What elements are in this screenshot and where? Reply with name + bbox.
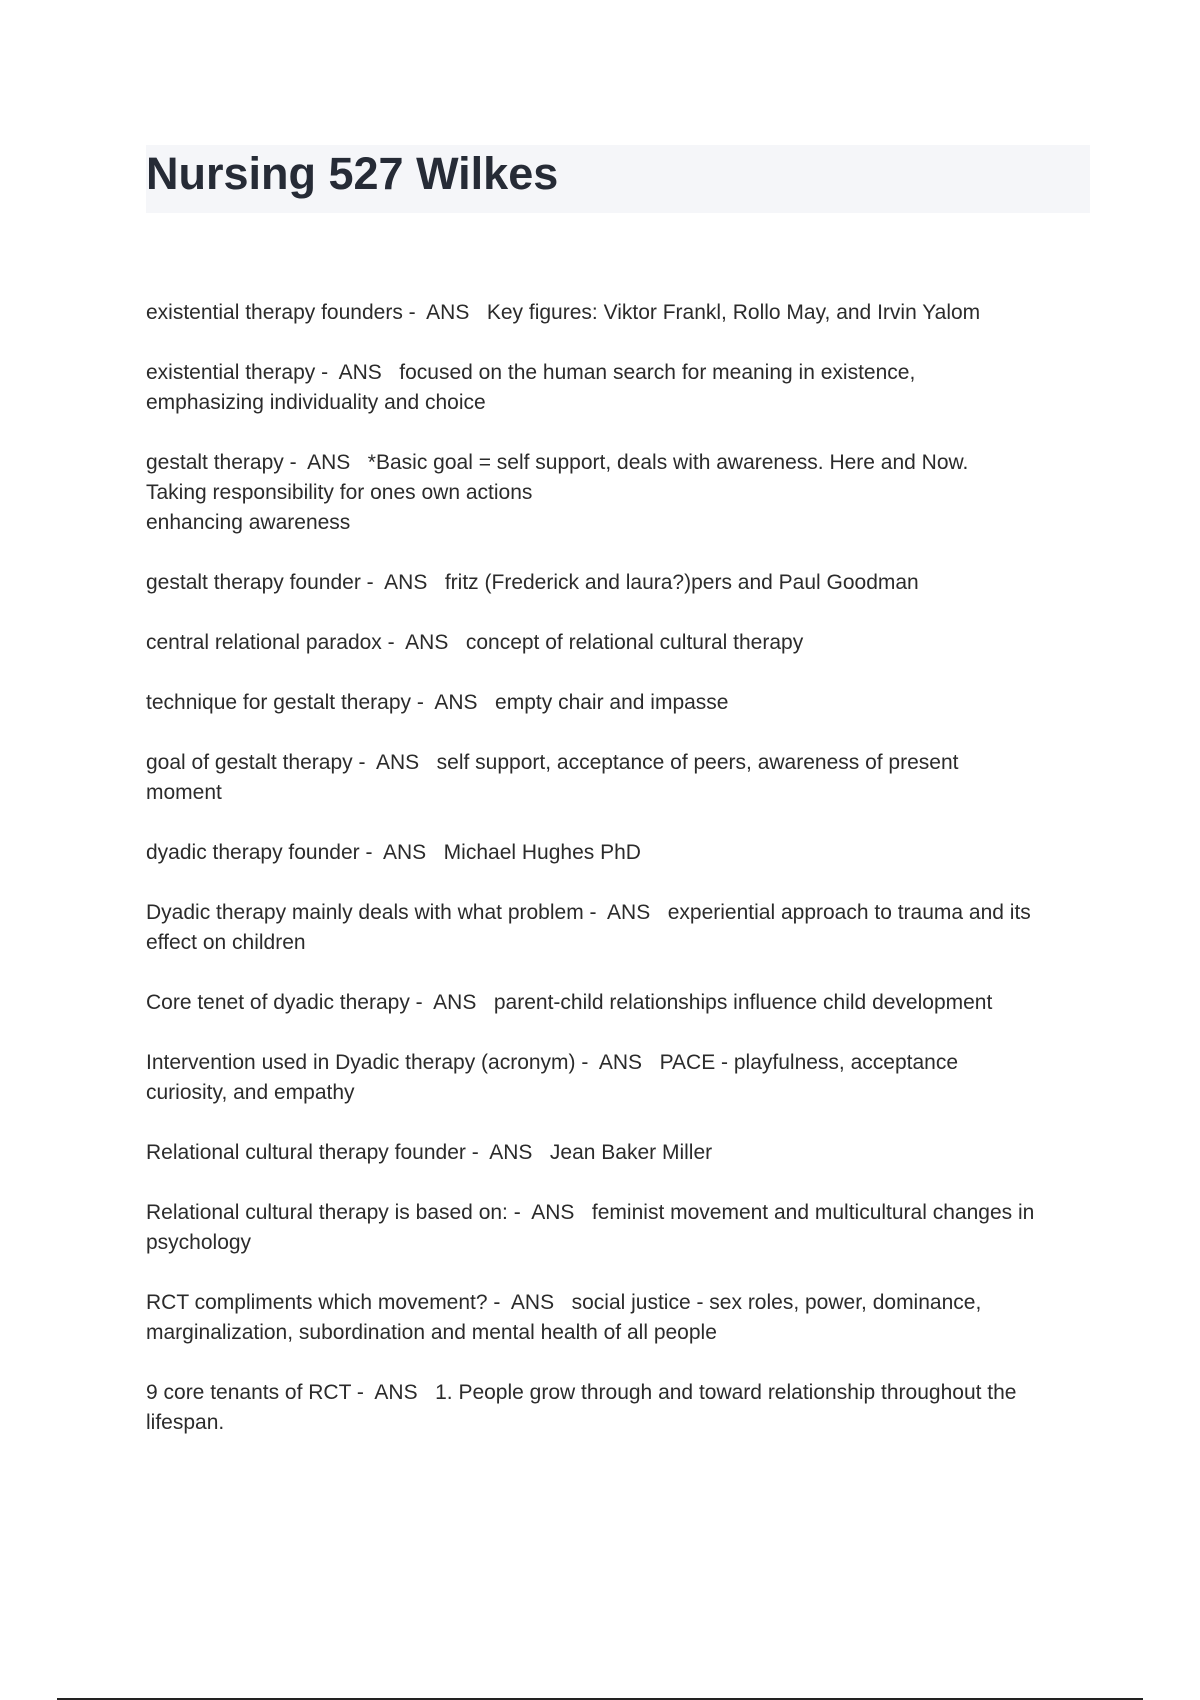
qa-item: [146, 898, 1090, 958]
qa-list: [146, 298, 1090, 1468]
question-text: dyadic therapy founder: [146, 841, 360, 864]
answer-text: Key figures: Viktor Frankl, Rollo May, and Irvin Yalom: [486, 301, 981, 324]
answer-text: focused on the human search for meaning in existence, emphasizing individuality and choice: [146, 361, 916, 414]
answer-separator: - ANS: [352, 751, 437, 774]
page-title: Nursing 527 Wilkes: [146, 148, 559, 199]
answer-text: self support, acceptance of peers, awareness of present moment: [146, 751, 959, 804]
answer-separator: - ANS: [359, 841, 444, 864]
answer-separator: - ANS: [465, 1141, 550, 1164]
answer-text: feminist movement and multicultural changes in psychology: [146, 1201, 1035, 1254]
qa-item: [146, 838, 1090, 868]
answer-text: fritz (Frederick and laura?)pers and Paul Goodman: [444, 571, 919, 594]
answer-text: empty chair and impasse: [495, 691, 729, 714]
answer-separator: - ANS: [381, 631, 466, 654]
qa-item: [146, 688, 1090, 718]
answer-separator: - ANS: [409, 991, 494, 1014]
qa-item: [146, 358, 1090, 418]
answer-separator: - ANS: [507, 1201, 592, 1224]
qa-item: [146, 1138, 1090, 1168]
answer-text: 1. People grow through and toward relationship throughout the lifespan.: [146, 1381, 1017, 1434]
question-text: central relational paradox: [146, 631, 382, 654]
answer-separator: - ANS: [487, 1291, 572, 1314]
answer-text: Michael Hughes PhD: [443, 841, 641, 864]
question-text: 9 core tenants of RCT: [146, 1381, 352, 1404]
answer-text: concept of relational cultural therapy: [465, 631, 804, 654]
answer-separator: - ANS: [402, 301, 487, 324]
answer-separator: - ANS: [360, 571, 445, 594]
qa-item: [146, 988, 1090, 1018]
question-text: gestalt therapy founder: [146, 571, 361, 594]
answer-separator: - ANS: [411, 691, 496, 714]
question-text: Relational cultural therapy is based on:: [146, 1201, 508, 1224]
question-text: existential therapy founders: [146, 301, 403, 324]
answer-text: experiential approach to trauma and its effect on children: [146, 901, 1031, 954]
answer-text: PACE - playfulness, acceptance curiosity, and empathy: [146, 1051, 959, 1104]
answer-separator: - ANS: [351, 1381, 436, 1404]
qa-item: [146, 1198, 1090, 1258]
question-text: Intervention used in Dyadic therapy (acronym): [146, 1051, 576, 1074]
qa-item: [146, 1378, 1090, 1438]
qa-item: [146, 748, 1090, 808]
title-banner: [146, 145, 1090, 213]
answer-separator: - ANS: [315, 361, 400, 384]
question-text: RCT compliments which movement?: [146, 1291, 488, 1314]
answer-text: Jean Baker Miller: [549, 1141, 713, 1164]
question-text: technique for gestalt therapy: [146, 691, 412, 714]
answer-separator: - ANS: [583, 901, 668, 924]
qa-item: [146, 628, 1090, 658]
answer-text: *Basic goal = self support, deals with awareness. Here and Now. Taking responsibility for ones own actions enhancing awareness: [146, 451, 969, 534]
answer-text: social justice - sex roles, power, dominance, marginalization, subordination and mental health of all people: [146, 1291, 982, 1344]
question-text: Relational cultural therapy founder: [146, 1141, 466, 1164]
answer-separator: - ANS: [283, 451, 368, 474]
qa-item: [146, 1288, 1090, 1348]
question-text: goal of gestalt therapy: [146, 751, 353, 774]
question-text: gestalt therapy: [146, 451, 284, 474]
question-text: existential therapy: [146, 361, 316, 384]
question-text: Dyadic therapy mainly deals with what problem: [146, 901, 584, 924]
qa-item: [146, 298, 1090, 328]
answer-separator: - ANS: [575, 1051, 660, 1074]
qa-item: [146, 568, 1090, 598]
qa-item: [146, 1048, 1090, 1108]
answer-text: parent-child relationships influence child development: [493, 991, 993, 1014]
question-text: Core tenet of dyadic therapy: [146, 991, 410, 1014]
qa-item: [146, 448, 1090, 538]
